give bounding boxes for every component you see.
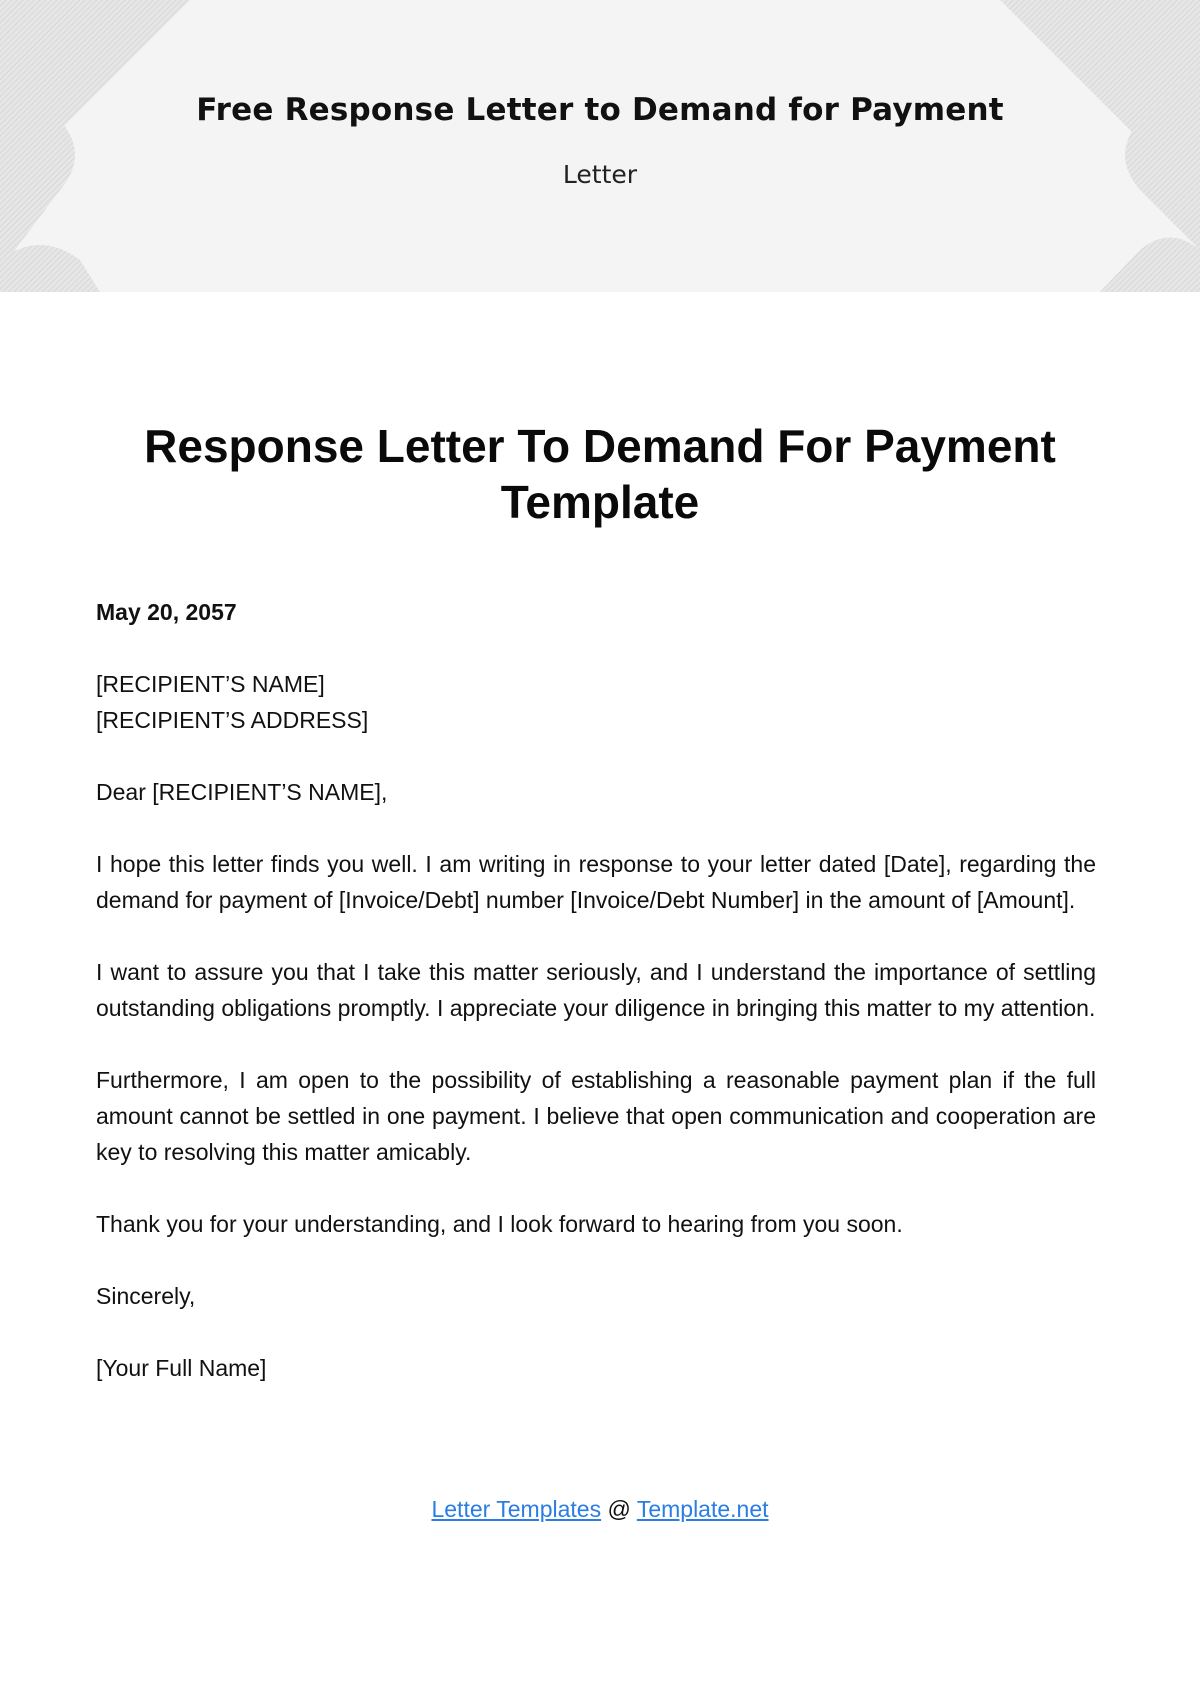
- paragraph-2: I want to assure you that I take this matter seriously, and I understand the importance of settling outstanding obligations promptly. I appreciate your diligence in bringing this matter to my attention.: [96, 959, 1096, 1021]
- template-net-link[interactable]: Template.net: [636, 1496, 769, 1522]
- salutation: Dear [RECIPIENT’S NAME],: [96, 779, 388, 805]
- letter-templates-link[interactable]: Letter Templates: [431, 1496, 602, 1522]
- banner-subtitle: Letter: [562, 160, 638, 189]
- signature: [Your Full Name]: [96, 1355, 267, 1381]
- recipient-address: [RECIPIENT’S ADDRESS]: [96, 707, 369, 733]
- closing: Sincerely,: [96, 1283, 196, 1309]
- document-title-line1: Response Letter To Demand For Payment: [144, 420, 1056, 472]
- footer-separator: @: [607, 1496, 631, 1522]
- document-title: [80, 418, 1120, 530]
- footer: [0, 1491, 1200, 1527]
- paragraph-1: I hope this letter finds you well. I am writing in response to your letter dated [Date], regarding the demand for payment of [Invoice/Debt] number [Invoice/Debt Number] in the amount of [Amount].: [96, 851, 1096, 913]
- document-title-line2: Template: [500, 476, 700, 528]
- header-banner: [0, 0, 1200, 292]
- recipient-block: [96, 666, 1096, 738]
- banner-title: Free Response Letter to Demand for Payment: [196, 92, 1004, 128]
- recipient-name: [RECIPIENT’S NAME]: [96, 671, 325, 697]
- paragraph-3: Furthermore, I am open to the possibility of establishing a reasonable payment plan if the full amount cannot be settled in one payment. I believe that open communication and cooperation are key to resolving this matter amicably.: [96, 1067, 1096, 1165]
- banner-decoration: [0, 0, 1200, 292]
- letter-date: May 20, 2057: [96, 599, 237, 625]
- paragraph-4: Thank you for your understanding, and I look forward to hearing from you soon.: [96, 1211, 903, 1237]
- letter-body: [96, 594, 1096, 1422]
